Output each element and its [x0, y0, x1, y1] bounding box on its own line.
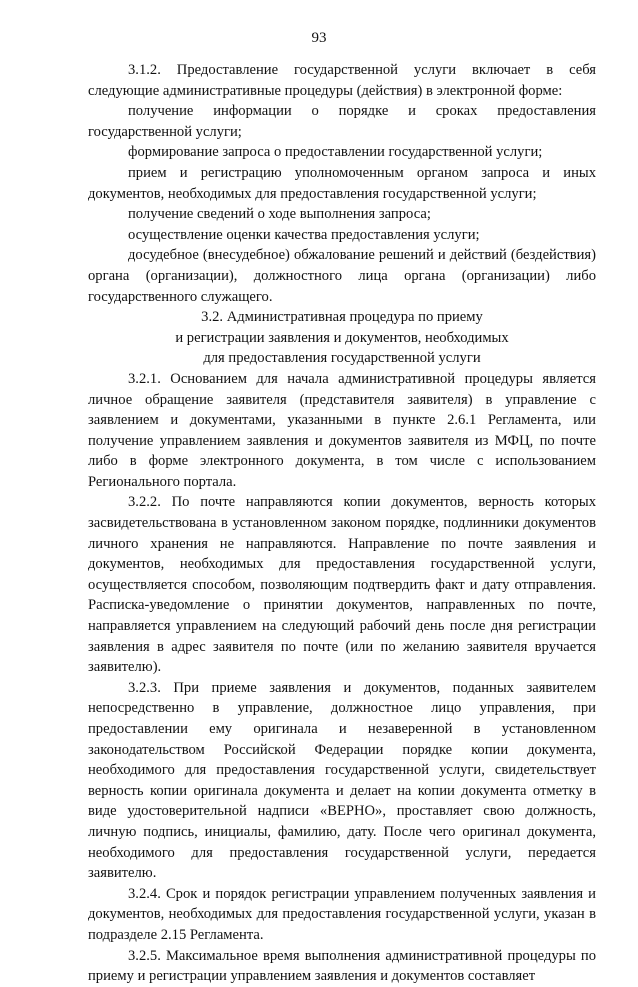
section-heading-line: для предоставления государственной услуги	[203, 350, 481, 367]
list-item: осуществление оценки качества предоставления услуги;	[128, 226, 480, 243]
list-item: получение сведений о ходе выполнения запроса;	[128, 206, 431, 223]
section-heading-line: 3.2. Административная процедура по приему	[201, 309, 483, 326]
paragraph-3-2-5: 3.2.5. Максимальное время выполнения административной процедуры по приему и регистрации управлением заявления и документов составляет	[88, 947, 596, 985]
section-heading-3-2	[88, 307, 596, 369]
paragraph-3-1-2-intro: 3.1.2. Предоставление государственной услуги включает в себя следующие административные процедуры (действия) в электронной форме:	[88, 62, 596, 99]
list-item: формирование запроса о предоставлении государственной услуги;	[128, 144, 543, 161]
section-heading-line: и регистрации заявления и документов, необходимых	[175, 329, 509, 346]
list-item: досудебное (внесудебное) обжалование решений и действий (бездействия) органа (организации), должностного лица органа (организации) либо государственного служащего.	[88, 247, 596, 305]
page-number: 93	[311, 30, 327, 46]
paragraph-3-2-1: 3.2.1. Основанием для начала административной процедуры является личное обращение заявителя (представителя заявителя) в управление с заявлением и документами, указанными в пункте 2.6.1 Регламента, или получение управлением заявления и документов заявителя из МФЦ, по почте либо в форме электронного документа, в том числе с использованием Регионального портала.	[88, 370, 596, 490]
list-item: прием и регистрацию уполномоченным органом запроса и иных документов, необходимых для предоставления государственной услуги;	[88, 164, 596, 202]
document-body	[88, 60, 596, 987]
list-item: получение информации о порядке и сроках предоставления государственной услуги;	[88, 103, 596, 140]
paragraph-3-2-4: 3.2.4. Срок и порядок регистрации управлением полученных заявления и документов, необходимых для предоставления государственной услуги, указан в подразделе 2.15 Регламента.	[88, 885, 596, 943]
paragraph-3-2-2: 3.2.2. По почте направляются копии документов, верность которых засвидетельствована в установленном законом порядке, подлинники документов личного хранения не направляются. Направление по почте заявления и документов, необходимых для предоставления государственной услуги, осуществляется способом, позволяющим подтвердить факт и дату отправления. Расписка-уведомление о принятии документов, направленных по почте, направляется управлением на следующий рабочий день после дня регистрации заявления в адрес заявителя по почте (или по желанию заявителя вручается заявителю).	[88, 494, 596, 676]
paragraph-3-2-3: 3.2.3. При приеме заявления и документов, поданных заявителем непосредственно в управление, должностное лицо управления, при предоставлении ему оригинала и незаверенной в установленном законодательством Российской Федерации порядке копии документа, необходимого для предоставления государственной услуги, свидетельствует верность копии оригинала документа и делает на копии документа отметку в виде удостоверительной надписи «ВЕРНО», проставляет свою должность, личную подпись, инициалы, фамилию, дату. После чего оригинал документа, необходимого для предоставления государственной услуги, передается заявителю.	[88, 679, 596, 882]
